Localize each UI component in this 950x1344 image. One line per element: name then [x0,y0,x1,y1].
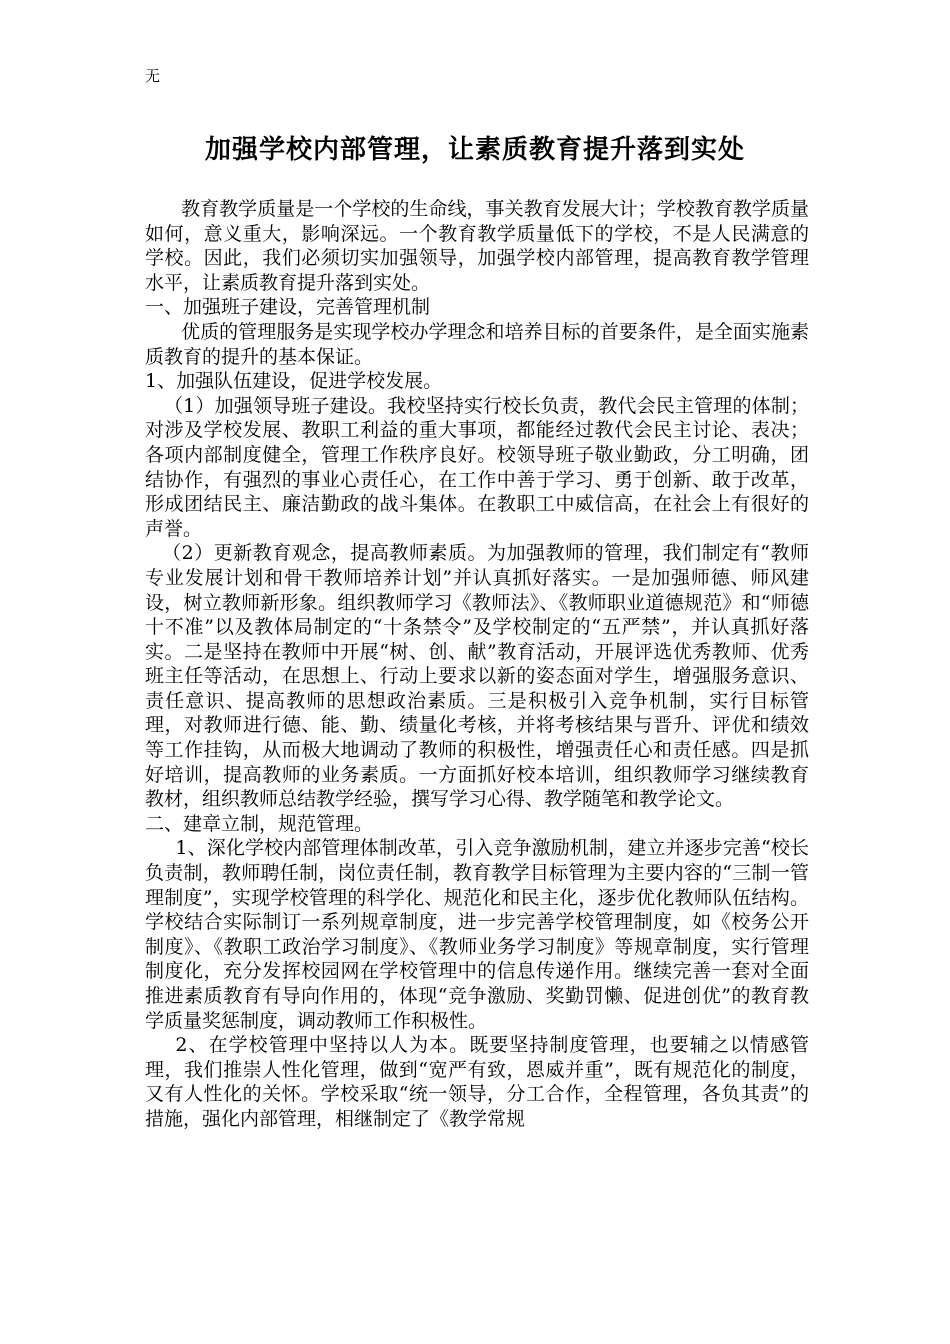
document-title: 加强学校内部管理，让素质教育提升落到实处 [204,135,745,165]
document-body [145,197,809,1132]
section-2-item-1-paragraph: 1、深化学校内部管理体制改革，引入竞争激励机制，建立并逐步完善“校长负责制，教师聘任制，岗位责任制，教育教学目标管理为主要内容的“三制一管理制度”，实现学校管理的科学化、规范化和民主化，逐步优化教师队伍结构。学校结合实际制订一系列规章制度，进一步完善学校管理制度，如《校务公开制度》、《教职工政治学习制度》、《教师业务学习制度》等规章制度，实行管理制度化，充分发挥校园网在学校管理中的信息传递作用。继续完善一套对全面推进素质教育有导向作用的，体现“竞争激励、奖勤罚懒、促进创优”的教育教学质量奖惩制度，调动教师工作积极性。 [145,837,809,1032]
page-header: 无 [145,67,161,85]
section-heading-2: 二、建章立制，规范管理。 [145,812,374,835]
intro-paragraph: 教育教学质量是一个学校的生命线，事关教育发展大计；学校教育教学质量如何，意义重大，影响深远。一个教育教学质量低下的学校，不是人民满意的学校。因此，我们必须切实加强领导，加强学校内部管理，提高教育教学管理水平，让素质教育提升落到实处。 [145,198,809,294]
subsection-heading-1: 1、加强队伍建设，促进学校发展。 [145,370,443,393]
item-2-paragraph: （2）更新教育观念，提高教师素质。为加强教师的管理，我们制定有“教师专业发展计划和骨干教师培养计划”并认真抓好落实。一是加强师德、师风建设，树立教师新形象。组织教师学习《教师法》、《教师职业道德规范》和“师德十不准”以及教体局制定的“十条禁令”及学校制定的“五严禁”，并认真抓好落实。二是坚持在教师中开展“树、创、献”教育活动，开展评选优秀教师、优秀班主任等活动，在思想上、行动上要求以新的姿态面对学生，增强服务意识、责任意识、提高教师的思想政治素质。三是积极引入竞争机制，实行目标管理，对教师进行德、能、勤、绩量化考核，并将考核结果与晋升、评优和绩效等工作挂钩，从而极大地调动了教师的积极性，增强责任心和责任感。四是抓好培训，提高教师的业务素质。一方面抓好校本培训，组织教师学习继续教育教材，组织教师总结教学经验，撰写学习心得、教学随笔和教学论文。 [145,542,809,811]
section-heading-1: 一、加强班子建设，完善管理机制 [145,296,431,319]
section-1-intro-paragraph: 优质的管理服务是实现学校办学理念和培养目标的首要条件，是全面实施素质教育的提升的基本保证。 [145,320,809,368]
section-2-item-2-paragraph: 2、在学校管理中坚持以人为本。既要坚持制度管理，也要辅之以情感管理，我们推崇人性化管理，做到“宽严有致，恩威并重”，既有规范化的制度，又有人性化的关怀。学校采取“统一领导，分工合作，全程管理，各负其责”的措施，强化内部管理，相继制定了《教学常规 [145,1034,809,1130]
item-1-paragraph: （1）加强领导班子建设。我校坚持实行校长负责，教代会民主管理的体制；对涉及学校发展、教职工利益的重大事项，都能经过教代会民主讨论、表决；各项内部制度健全，管理工作秩序良好。校领导班子敬业勤政，分工明确，团结协作，有强烈的事业心责任心，在工作中善于学习、勇于创新、敢于改革，形成团结民主、廉洁勤政的战斗集体。在教职工中威信高，在社会上有很好的声誉。 [145,394,809,540]
